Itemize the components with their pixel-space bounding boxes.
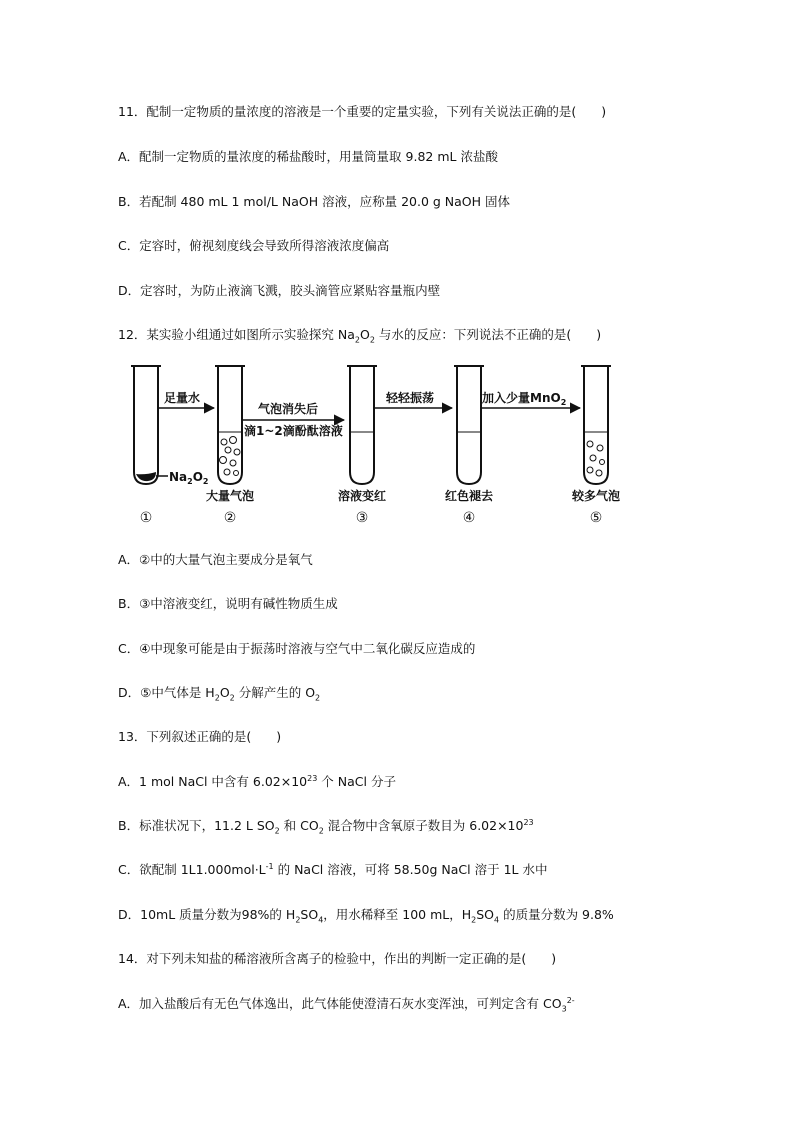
q13-stem: 13．下列叙述正确的是( ) [118, 729, 282, 744]
test-tube-3 [347, 366, 377, 484]
q12-option-d[interactable]: D．⑤中气体是 $H_2O_2$ 分解产生的 $O_2$ [118, 685, 321, 703]
test-tube-1 [131, 366, 161, 484]
tube3-caption: 溶液变红 [337, 489, 387, 503]
q11-option-a[interactable]: A．配制一定物质的量浓度的稀盐酸时，用量筒量取 9.82 mL 浓盐酸 [118, 149, 498, 164]
q11-stem: 11．配制一定物质的量浓度的溶液是一个重要的定量实验，下列有关说法正确的是( ) [118, 104, 607, 119]
arrow4-label: 加入少量MnO$_2$ [482, 391, 567, 407]
tube4-caption: 红色褪去 [444, 489, 494, 503]
tube2-number: ② [223, 510, 237, 526]
arrow1-label: 足量水 [164, 391, 201, 405]
tube3-number: ③ [355, 510, 369, 526]
q11-option-b[interactable]: B．若配制 480 mL 1 mol/L NaOH 溶液，应称量 20.0 g NaOH 固体 [118, 194, 510, 209]
tube5-number: ⑤ [589, 510, 603, 526]
q13-option-b[interactable]: B．标准状况下，11.2 L $SO_2$ 和 $CO_2$ 混合物中含氧原子数目为 $6.02\times 10^{23}$ [118, 817, 534, 836]
q12-option-a[interactable]: A．②中的大量气泡主要成分是氧气 [118, 552, 313, 567]
q12-option-c[interactable]: C．④中现象可能是由于振荡时溶液与空气中二氧化碳反应造成的 [118, 641, 476, 656]
test-tube-5 [581, 366, 611, 484]
arrow2-label-top: 气泡消失后 [258, 402, 319, 416]
q11-option-c[interactable]: C．定容时，俯视刻度线会导致所得溶液浓度偏高 [118, 238, 390, 253]
q13-option-d[interactable]: D．10mL 质量分数为98%的 $H_2SO_4$，用水稀释至 100 mL，$H_2SO_4$ 的质量分数为 9.8% [118, 907, 614, 925]
q13-option-a[interactable]: A．1 mol NaCl 中含有 $6.02\times 10^{23}$ 个 NaCl 分子 [118, 773, 396, 789]
tube5-caption: 较多气泡 [571, 489, 621, 503]
arrow3-label: 轻轻振荡 [386, 391, 435, 405]
q12-stem: 12．某实验小组通过如图所示实验探究 $Na_2O_2$ 与水的反应：下列说法不正确的是( ) [118, 327, 602, 345]
tube2-caption: 大量气泡 [205, 489, 255, 503]
q12-option-b[interactable]: B．③中溶液变红，说明有碱性物质生成 [118, 596, 338, 611]
q13-option-c[interactable]: C．欲配制 $1L1.000mol\cdot L^{-1}$ 的 NaCl 溶液，可将 58.50g NaCl 溶于 1L 水中 [118, 861, 548, 877]
experiment-diagram [120, 360, 640, 530]
arrow2-label-bottom: 滴1~2滴酚酞溶液 [244, 424, 343, 438]
q14-stem: 14．对下列未知盐的稀溶液所含离子的检验中，作出的判断一定正确的是( ) [118, 951, 557, 966]
tube1-reagent-label: $Na_2O_2$ [169, 470, 209, 486]
tube4-number: ④ [462, 510, 476, 526]
test-tube-2 [215, 366, 245, 484]
q14-option-a[interactable]: A．加入盐酸后有无色气体逸出，此气体能使澄清石灰水变浑浊，可判定含有 $CO_3^{2-}$ [118, 995, 575, 1014]
test-tube-4 [454, 366, 484, 484]
q11-option-d[interactable]: D．定容时，为防止液滴飞溅，胶头滴管应紧贴容量瓶内壁 [118, 283, 441, 298]
tube1-number: ① [139, 510, 153, 526]
